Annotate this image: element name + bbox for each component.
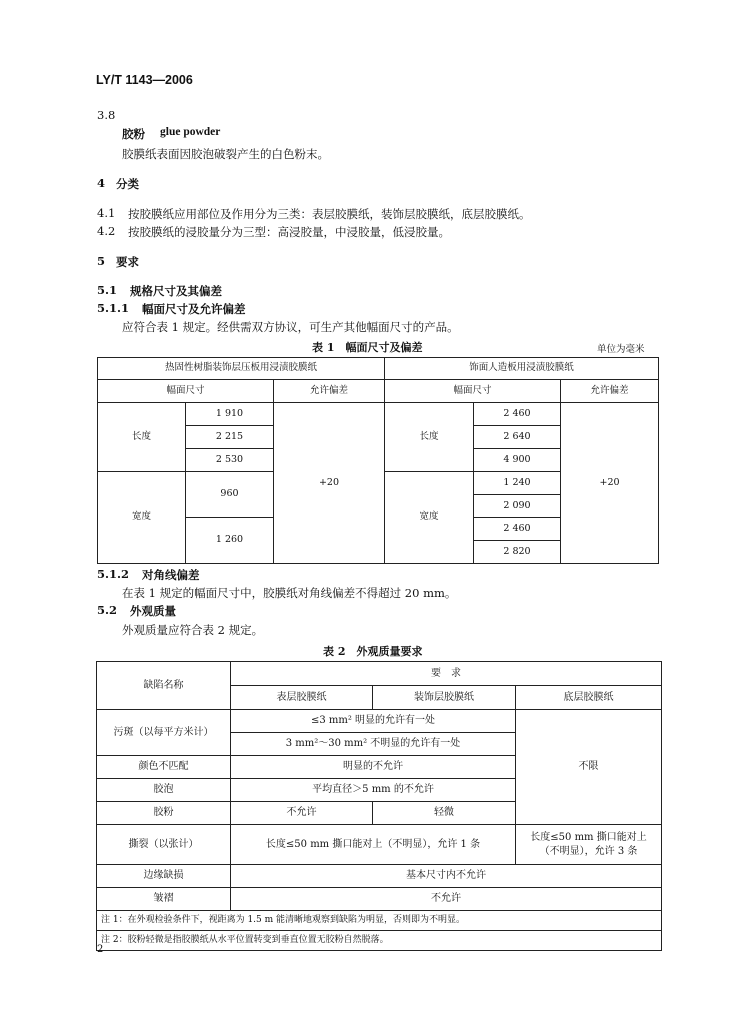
section-5-heading: 要求	[116, 255, 139, 269]
t2-edge-label: 边缘缺损	[97, 865, 231, 888]
t2-note-2: 注 2：胶粉轻微是指胶膜纸从水平位置转变到垂直位置无胶粉自然脱落。	[97, 931, 662, 951]
clause-5-2-text: 外观质量应符合表 2 规定。	[122, 623, 264, 637]
section-3-8-number: 3.8	[97, 108, 116, 122]
page-number: 2	[97, 944, 104, 955]
t1-right-width-1: 1 240	[474, 472, 561, 495]
t2-tear-req: 长度≤50 mm 撕口能对上（不明显），允许 1 条	[231, 825, 516, 865]
clause-5-2-number: 5.2	[97, 603, 118, 617]
standard-code: LY/T 1143—2006	[96, 73, 193, 87]
t1-left-length-label: 长度	[98, 403, 186, 472]
t2-wrinkle-req: 不允许	[231, 888, 662, 911]
t1-left-width-1: 960	[186, 472, 274, 518]
t2-tear-base	[516, 825, 662, 865]
t2-tear-base-line-1: 长度≤50 mm 撕口能对上	[530, 832, 647, 843]
t2-col-surface: 表层胶膜纸	[231, 686, 373, 710]
t2-edge-req: 基本尺寸内不允许	[231, 865, 662, 888]
table2-caption: 表 2 外观质量要求	[323, 645, 423, 658]
t2-col-decor: 装饰层胶膜纸	[373, 686, 516, 710]
t2-tear-label: 撕裂（以张计）	[97, 825, 231, 865]
t2-powder-surface: 不允许	[231, 802, 373, 825]
t1-col-size-right: 幅面尺寸	[385, 380, 561, 403]
clause-4-2-number: 4.2	[97, 224, 116, 238]
t1-right-length-1: 2 460	[474, 403, 561, 426]
t1-right-length-label: 长度	[385, 403, 474, 472]
section-5-number: 5	[97, 254, 106, 268]
t2-base-unlimited: 不限	[516, 710, 662, 825]
t2-bubble-req: 平均直径＞5 mm 的不允许	[231, 779, 516, 802]
term-en: glue powder	[160, 126, 221, 138]
t1-right-width-2: 2 090	[474, 495, 561, 518]
t1-left-length-2: 2 215	[186, 426, 274, 449]
t1-left-tolerance: +20	[274, 403, 385, 564]
t2-col-requirement: 要 求	[231, 662, 662, 686]
clause-5-1-2-text: 在表 1 规定的幅面尺寸中，胶膜纸对角线偏差不得超过 20 mm。	[122, 586, 457, 600]
t2-tear-base-line-2: （不明显），允许 3 条	[539, 845, 638, 857]
t1-right-length-3: 4 900	[474, 449, 561, 472]
t1-group-left: 热固性树脂装饰层压板用浸渍胶膜纸	[98, 358, 385, 380]
t1-left-width-2: 1 260	[186, 518, 274, 564]
t1-left-width-label: 宽度	[98, 472, 186, 564]
section-4-heading: 分类	[116, 177, 139, 191]
clause-4-1-number: 4.1	[97, 206, 116, 220]
clause-5-1-2-title: 对角线偏差	[142, 568, 200, 582]
t1-col-tol-left: 允许偏差	[274, 380, 385, 403]
clause-5-1-1-number: 5.1.1	[97, 301, 130, 315]
t2-stain-label: 污斑（以每平方米计）	[97, 710, 231, 756]
t2-stain-req-2: 3 mm²～30 mm² 不明显的允许有一处	[231, 733, 516, 756]
t1-right-length-2: 2 640	[474, 426, 561, 449]
clause-4-2-text: 按胶膜纸的浸胶量分为三型：高浸胶量，中浸胶量，低浸胶量。	[128, 225, 450, 239]
t1-left-length-3: 2 530	[186, 449, 274, 472]
table1	[97, 357, 659, 564]
t1-right-tolerance: +20	[561, 403, 659, 564]
clause-5-1-1-title: 幅面尺寸及允许偏差	[142, 302, 246, 316]
t2-powder-decor: 轻微	[373, 802, 516, 825]
t2-color-req: 明显的不允许	[231, 756, 516, 779]
t2-stain-req-1: ≤3 mm² 明显的允许有一处	[231, 710, 516, 733]
clause-5-2-title: 外观质量	[130, 604, 176, 618]
t2-powder-label: 胶粉	[97, 802, 231, 825]
t2-color-label: 颜色不匹配	[97, 756, 231, 779]
t2-col-defect: 缺陷名称	[97, 662, 231, 710]
table2	[96, 661, 662, 951]
t1-group-right: 饰面人造板用浸渍胶膜纸	[385, 358, 659, 380]
clause-4-1-text: 按胶膜纸应用部位及作用分为三类：表层胶膜纸，装饰层胶膜纸，底层胶膜纸。	[128, 207, 531, 221]
clause-5-1-1-text: 应符合表 1 规定。经供需双方协议，可生产其他幅面尺寸的产品。	[122, 320, 459, 334]
t2-col-base: 底层胶膜纸	[516, 686, 662, 710]
t1-col-size-left: 幅面尺寸	[98, 380, 274, 403]
t2-wrinkle-label: 皱褶	[97, 888, 231, 911]
t1-right-width-label: 宽度	[385, 472, 474, 564]
clause-5-1-title: 规格尺寸及其偏差	[130, 284, 222, 298]
section-4-number: 4	[97, 176, 106, 190]
clause-5-1-number: 5.1	[97, 283, 118, 297]
t1-left-length-1: 1 910	[186, 403, 274, 426]
t2-bubble-label: 胶泡	[97, 779, 231, 802]
term-definition: 胶膜纸表面因胶泡破裂产生的白色粉末。	[122, 147, 329, 161]
term-cn: 胶粉	[122, 127, 145, 141]
t2-note-1: 注 1：在外观检验条件下，视距离为 1.5 m 能清晰地观察到缺陷为明显，否则即为不明显。	[97, 911, 662, 931]
t1-right-width-3: 2 460	[474, 518, 561, 541]
table1-caption: 表 1 幅面尺寸及偏差	[312, 341, 423, 354]
table1-unit: 单位为毫米	[597, 344, 645, 355]
t1-col-tol-right: 允许偏差	[561, 380, 659, 403]
t1-right-width-4: 2 820	[474, 541, 561, 564]
clause-5-1-2-number: 5.1.2	[97, 567, 130, 581]
